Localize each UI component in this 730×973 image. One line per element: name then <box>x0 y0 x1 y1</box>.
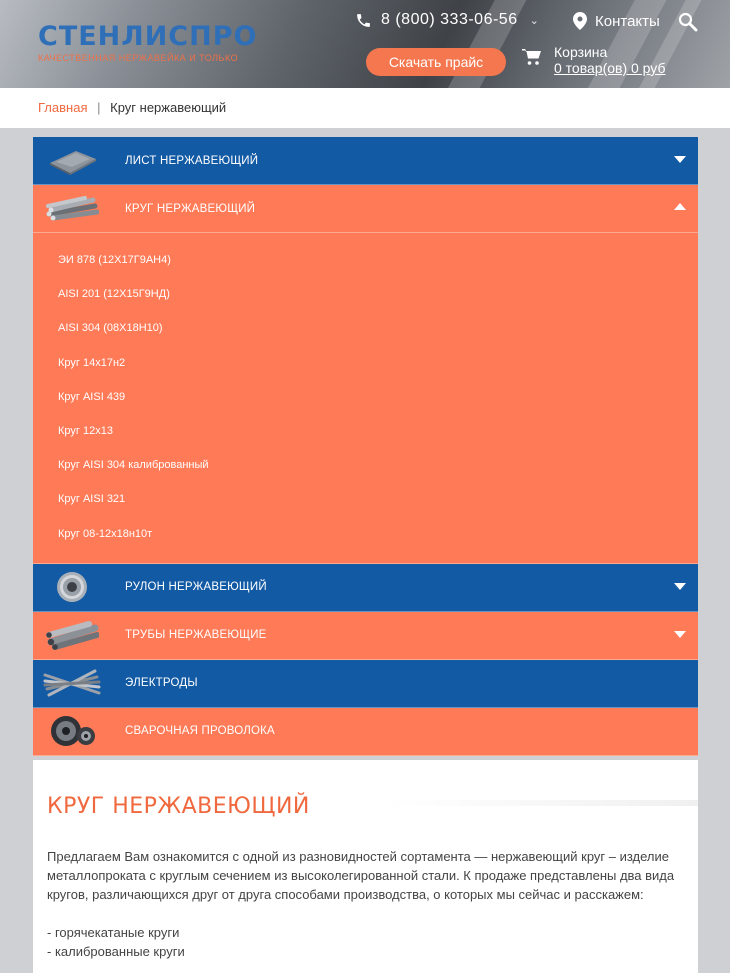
submenu-item[interactable]: AISI 304 (08Х18Н10) <box>58 322 163 335</box>
menu-item-coil[interactable] <box>33 564 698 612</box>
menu-item-label: ЭЛЕКТРОДЫ <box>125 677 198 690</box>
phone-dropdown[interactable] <box>355 11 539 29</box>
chevron-down-icon[interactable] <box>674 156 686 163</box>
menu-item-welding-wire[interactable] <box>33 708 698 756</box>
steel-pipes-icon <box>43 618 101 652</box>
chevron-up-icon[interactable] <box>674 203 686 210</box>
chevron-down-icon[interactable] <box>674 583 686 590</box>
submenu-item[interactable]: Круг 14х17н2 <box>58 356 126 369</box>
phone-icon <box>355 12 372 29</box>
steel-coil-icon <box>43 570 101 604</box>
cart-widget[interactable] <box>554 44 666 76</box>
breadcrumb-home-link[interactable]: Главная <box>38 100 88 115</box>
steel-rods-icon <box>43 192 101 226</box>
breadcrumb <box>0 88 730 128</box>
breadcrumb-separator: | <box>97 100 101 115</box>
cart-summary-link[interactable]: 0 товар(ов) 0 руб <box>554 60 666 76</box>
download-price-button[interactable]: Скачать прайс <box>366 48 506 76</box>
page-title: КРУГ НЕРЖАВЕЮЩИЙ <box>47 794 310 819</box>
contacts-link[interactable] <box>573 12 660 30</box>
menu-item-sheet[interactable] <box>33 137 698 185</box>
menu-item-label: ТРУБЫ НЕРЖАВЕЮЩИЕ <box>125 629 267 642</box>
submenu-item[interactable]: AISI 201 (12Х15Г9НД) <box>58 288 170 301</box>
list-item: - горячекатаные круги <box>47 925 180 940</box>
submenu-item[interactable]: Круг AISI 304 калиброванный <box>58 459 209 472</box>
menu-item-label: СВАРОЧНАЯ ПРОВОЛОКА <box>125 725 275 738</box>
main-content <box>33 760 698 973</box>
submenu-item[interactable]: Круг 12х13 <box>58 424 113 437</box>
intro-paragraph: Предлагаем Вам ознакомится с одной из разновидностей сортамента — нержавеющий круг – изделие металлопроката с круглым сечением из высоколегированной стали. К продаже представлены два вида кругов, различающихся друг от друга способами производства, о которых мы сейчас и расскажем: <box>47 849 675 902</box>
logo-tagline: КАЧЕСТВЕННАЯ НЕРЖАВЕЙКА И ТОЛЬКО <box>38 53 239 63</box>
cart-icon[interactable] <box>522 48 542 66</box>
product-types-list <box>47 923 684 961</box>
welding-wire-icon <box>43 714 101 748</box>
site-header <box>0 0 730 88</box>
logo-title: СТЕНЛИСПРО <box>38 21 258 52</box>
chevron-down-icon[interactable] <box>674 631 686 638</box>
steel-sheet-icon <box>43 144 101 178</box>
breadcrumb-current: Круг нержавеющий <box>110 100 227 115</box>
submenu-item[interactable]: Круг AISI 439 <box>58 390 126 403</box>
menu-item-round-bar[interactable] <box>33 185 698 233</box>
location-pin-icon <box>573 12 587 30</box>
menu-item-label: РУЛОН НЕРЖАВЕЮЩИЙ <box>125 581 267 594</box>
contacts-label: Контакты <box>595 12 660 30</box>
phone-number: 8 (800) 333-06-56 <box>381 11 518 28</box>
chevron-down-icon: ⌄ <box>529 14 539 27</box>
heading-divider <box>383 800 698 806</box>
submenu-item[interactable]: Круг 08-12х18н10т <box>58 527 153 540</box>
menu-item-label: ЛИСТ НЕРЖАВЕЮЩИЙ <box>125 154 259 167</box>
submenu-item[interactable]: Круг AISI 321 <box>58 493 126 506</box>
cart-label: Корзина <box>554 44 608 60</box>
menu-item-label: КРУГ НЕРЖАВЕЮЩИЙ <box>125 202 256 215</box>
list-item: - калиброванные круги <box>47 944 185 959</box>
catalog-menu <box>33 137 698 756</box>
search-icon[interactable] <box>678 12 698 32</box>
submenu-item[interactable]: ЭИ 878 (12Х17Г9АН4) <box>58 254 171 266</box>
menu-item-electrodes[interactable] <box>33 660 698 708</box>
menu-item-pipes[interactable] <box>33 612 698 660</box>
electrodes-icon <box>43 666 101 700</box>
submenu <box>33 233 698 564</box>
logo[interactable] <box>38 22 257 63</box>
